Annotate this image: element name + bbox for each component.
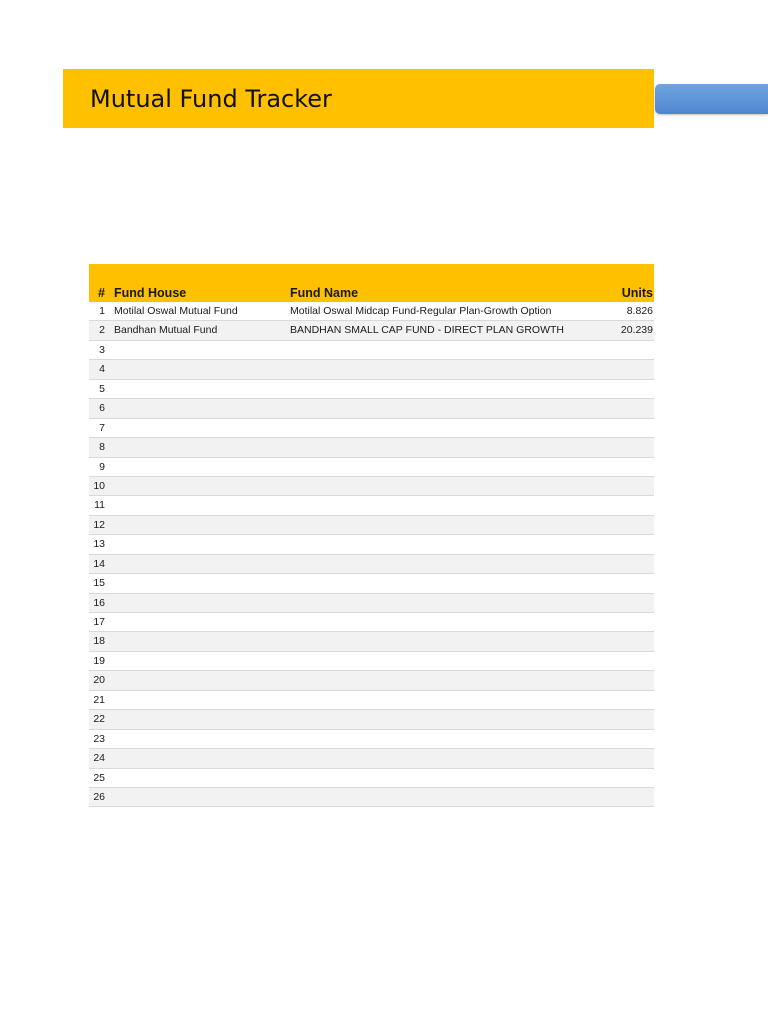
- table-row[interactable]: [89, 360, 654, 379]
- table-row[interactable]: [89, 321, 654, 340]
- table-header: [89, 264, 654, 302]
- table-row[interactable]: [89, 710, 654, 729]
- row-number-cell[interactable]: 6: [99, 402, 105, 415]
- row-number-cell[interactable]: 16: [93, 596, 105, 609]
- table-row[interactable]: [89, 555, 654, 574]
- row-number-cell[interactable]: 21: [93, 693, 105, 706]
- table-row[interactable]: [89, 419, 654, 438]
- row-number-cell[interactable]: 17: [93, 616, 105, 628]
- row-number-cell[interactable]: 10: [93, 479, 105, 492]
- row-number-cell[interactable]: 20: [93, 674, 105, 687]
- table-row[interactable]: [89, 594, 654, 613]
- row-number-cell[interactable]: 5: [99, 382, 105, 395]
- table-body: [89, 302, 654, 807]
- table-row[interactable]: [89, 458, 654, 477]
- fund-name-cell[interactable]: Motilal Oswal Midcap Fund-Regular Plan-Growth Option: [290, 305, 552, 317]
- row-number-cell[interactable]: 15: [93, 577, 105, 590]
- row-number-cell[interactable]: 22: [93, 713, 105, 726]
- table-row[interactable]: [89, 613, 654, 632]
- table-row[interactable]: [89, 769, 654, 788]
- row-number-cell[interactable]: 9: [99, 460, 105, 473]
- row-number-cell[interactable]: 19: [93, 654, 105, 667]
- row-number-cell[interactable]: 13: [93, 538, 105, 551]
- row-number-cell[interactable]: 3: [99, 343, 105, 356]
- fund-house-cell[interactable]: Bandhan Mutual Fund: [114, 324, 218, 337]
- table-row[interactable]: [89, 574, 654, 593]
- row-number-cell[interactable]: 24: [93, 752, 105, 765]
- table-row[interactable]: [89, 302, 654, 321]
- column-header-number[interactable]: #: [98, 286, 105, 300]
- table-row[interactable]: [89, 691, 654, 710]
- column-header-units[interactable]: Units: [621, 286, 653, 300]
- table-row[interactable]: [89, 652, 654, 671]
- table-row[interactable]: [89, 730, 654, 749]
- fund-table: [89, 264, 654, 807]
- table-row[interactable]: [89, 496, 654, 515]
- table-row[interactable]: [89, 671, 654, 690]
- table-row[interactable]: [89, 788, 654, 807]
- row-number-cell[interactable]: 23: [93, 732, 105, 745]
- row-number-cell[interactable]: 1: [99, 305, 105, 317]
- row-number-cell[interactable]: 11: [94, 499, 105, 512]
- row-number-cell[interactable]: 18: [93, 635, 105, 648]
- table-row[interactable]: [89, 477, 654, 496]
- units-cell[interactable]: 20.239: [620, 324, 653, 337]
- table-row[interactable]: [89, 632, 654, 651]
- table-row[interactable]: [89, 516, 654, 535]
- table-row[interactable]: [89, 535, 654, 554]
- table-row[interactable]: [89, 749, 654, 768]
- row-number-cell[interactable]: 7: [99, 421, 105, 434]
- table-row[interactable]: [89, 341, 654, 360]
- row-number-cell[interactable]: 14: [93, 557, 105, 570]
- row-number-cell[interactable]: 26: [93, 790, 105, 803]
- row-number-cell[interactable]: 2: [99, 324, 105, 337]
- table-row[interactable]: [89, 380, 654, 399]
- fund-name-cell[interactable]: BANDHAN SMALL CAP FUND - DIRECT PLAN GROWTH: [290, 324, 565, 337]
- column-header-fund-house[interactable]: Fund House: [114, 286, 187, 300]
- page-title: Mutual Fund Tracker: [90, 84, 332, 113]
- column-header-fund-name[interactable]: Fund Name: [290, 286, 359, 300]
- table-row[interactable]: [89, 438, 654, 457]
- row-number-cell[interactable]: 4: [99, 363, 105, 376]
- title-banner: [63, 69, 654, 128]
- row-number-cell[interactable]: 12: [93, 518, 105, 531]
- units-cell[interactable]: 8.826: [626, 305, 653, 317]
- row-number-cell[interactable]: 25: [93, 771, 105, 784]
- fund-house-cell[interactable]: Motilal Oswal Mutual Fund: [114, 305, 238, 317]
- table-row[interactable]: [89, 399, 654, 418]
- row-number-cell[interactable]: 8: [99, 441, 105, 454]
- action-button[interactable]: [655, 84, 768, 114]
